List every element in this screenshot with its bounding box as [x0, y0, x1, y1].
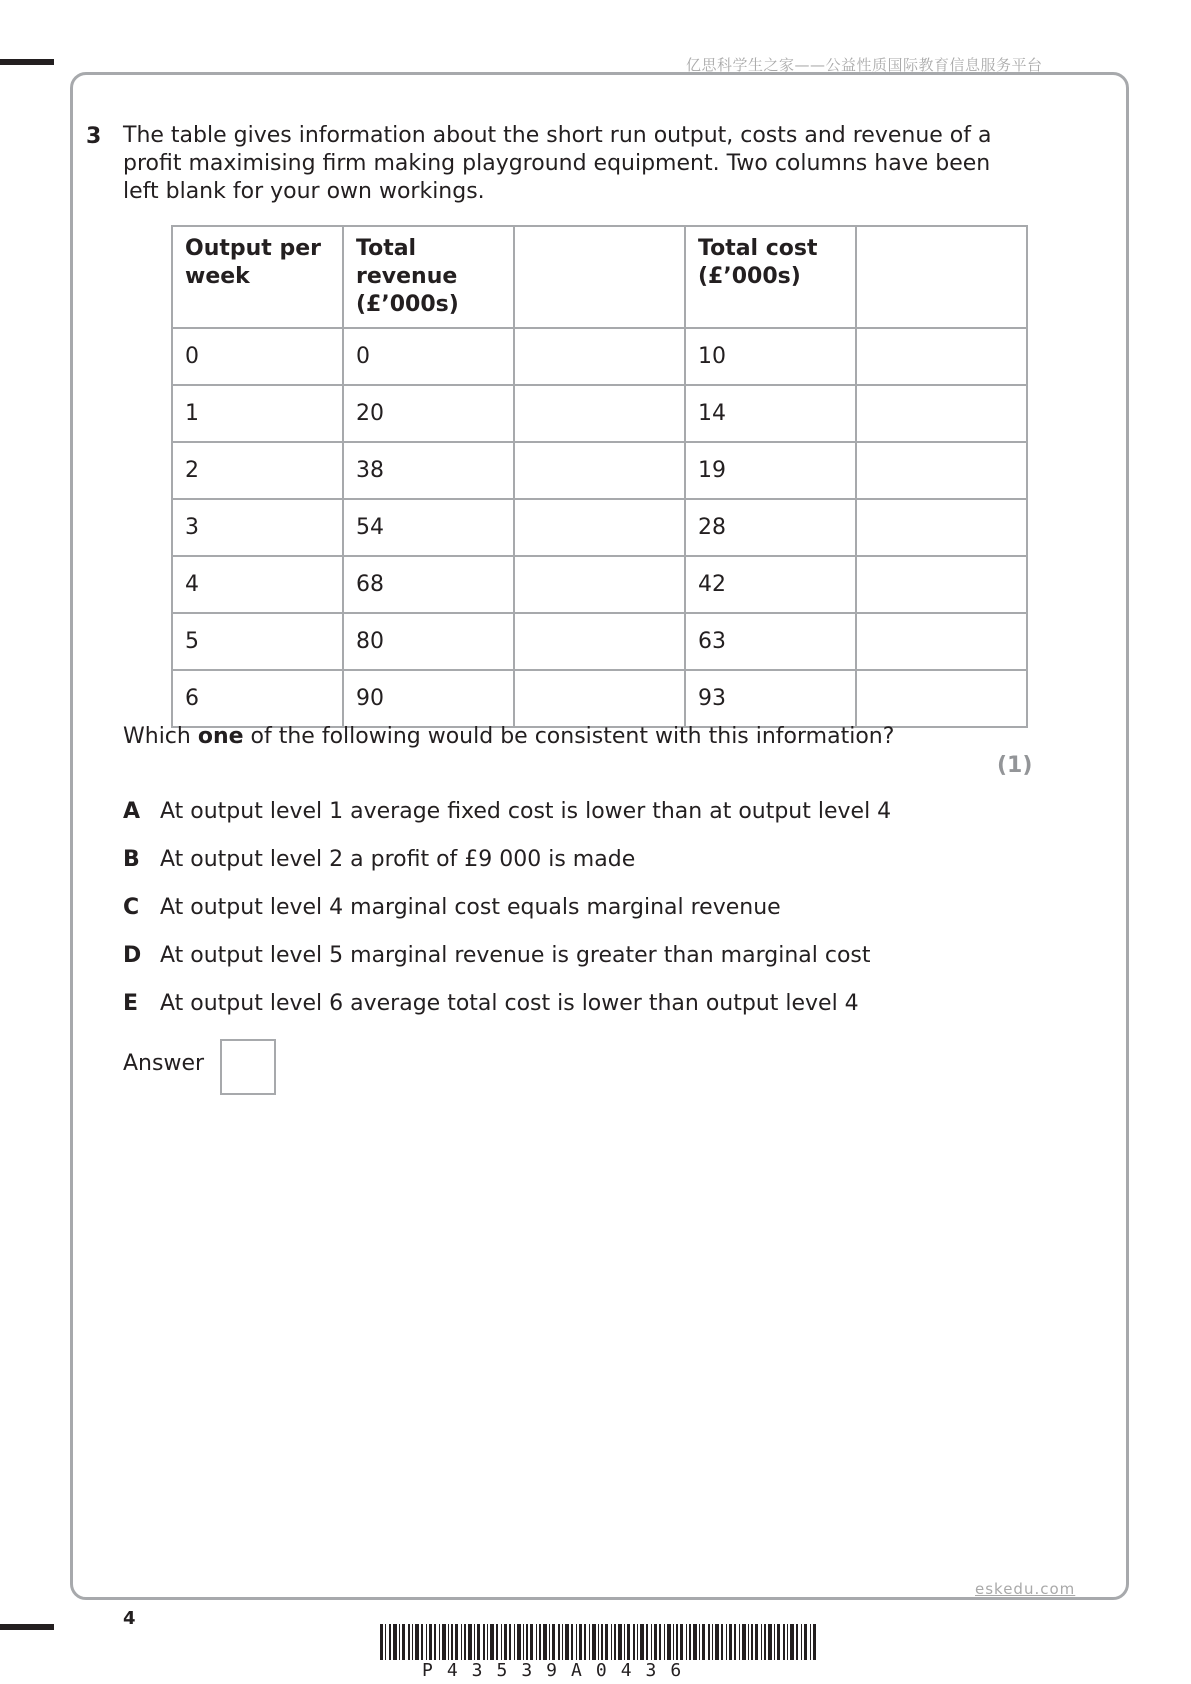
cell-total-cost: 42: [685, 556, 856, 613]
cell-total-cost: 63: [685, 613, 856, 670]
question-prompt: [123, 724, 894, 749]
cell-total-revenue: 20: [343, 385, 514, 442]
option-c: [123, 895, 781, 920]
cell-output: 4: [172, 556, 343, 613]
option-letter: B: [123, 847, 140, 872]
barcode-icon: [380, 1624, 816, 1660]
table-header-row: [172, 226, 1027, 328]
option-text: At output level 5 marginal revenue is greater than marginal cost: [160, 943, 871, 968]
cell-workings: [514, 499, 685, 556]
cell-total-revenue: 54: [343, 499, 514, 556]
cell-workings: [514, 442, 685, 499]
cell-total-cost: 93: [685, 670, 856, 727]
option-text: At output level 2 a profit of £9 000 is made: [160, 847, 636, 872]
table-row: [172, 442, 1027, 499]
marks-indicator: (1): [997, 753, 1033, 778]
question-emphasis: one: [197, 724, 244, 749]
cell-workings: [514, 556, 685, 613]
header-blank-2: [856, 226, 1027, 328]
option-b: [123, 847, 635, 872]
cost-revenue-table: [171, 225, 1028, 728]
question-text-after: of the following would be consistent with this information?: [243, 724, 895, 749]
cell-total-revenue: 0: [343, 328, 514, 385]
option-text: At output level 1 average fixed cost is lower than at output level 4: [160, 799, 892, 824]
cell-output: 1: [172, 385, 343, 442]
cell-workings: [514, 670, 685, 727]
watermark-bottom: eskedu.com: [975, 1580, 1076, 1598]
question-number: 3: [86, 124, 102, 149]
cell-workings: [856, 442, 1027, 499]
option-letter: C: [123, 895, 140, 920]
cell-output: 2: [172, 442, 343, 499]
option-letter: D: [123, 943, 142, 968]
cell-workings: [856, 328, 1027, 385]
option-d: [123, 943, 871, 968]
cell-workings: [514, 613, 685, 670]
header-output: Output per week: [172, 226, 343, 328]
cell-total-revenue: 38: [343, 442, 514, 499]
option-text: At output level 6 average total cost is lower than output level 4: [160, 991, 859, 1016]
option-letter: E: [123, 991, 139, 1016]
option-e: [123, 991, 859, 1016]
table-row: [172, 328, 1027, 385]
cell-workings: [856, 556, 1027, 613]
table-row: [172, 556, 1027, 613]
cell-workings: [514, 328, 685, 385]
option-a: [123, 799, 891, 824]
cell-total-cost: 10: [685, 328, 856, 385]
cell-workings: [856, 670, 1027, 727]
barcode-number: P43539A0436: [422, 1660, 696, 1681]
question-text-before: Which: [123, 724, 198, 749]
cell-total-cost: 19: [685, 442, 856, 499]
option-letter: A: [123, 799, 141, 824]
cell-workings: [856, 613, 1027, 670]
cell-output: 5: [172, 613, 343, 670]
cell-workings: [514, 385, 685, 442]
side-mark-top: [0, 59, 54, 65]
header-total-cost: Total cost (£’000s): [685, 226, 856, 328]
option-text: At output level 4 marginal cost equals marginal revenue: [160, 895, 781, 920]
cell-total-cost: 14: [685, 385, 856, 442]
header-total-revenue: Total revenue (£’000s): [343, 226, 514, 328]
cell-workings: [856, 385, 1027, 442]
side-mark-bottom: [0, 1624, 54, 1630]
table-row: [172, 499, 1027, 556]
cell-output: 0: [172, 328, 343, 385]
question-intro: The table gives information about the short run output, costs and revenue of a profit maximising firm making playground equipment. Two columns have been left blank for your own workings.: [123, 123, 992, 204]
cell-output: 6: [172, 670, 343, 727]
header-blank-1: [514, 226, 685, 328]
watermark-top: 亿思科学生之家——公益性质国际教育信息服务平台: [686, 56, 1043, 74]
table-row: [172, 613, 1027, 670]
cell-total-revenue: 90: [343, 670, 514, 727]
answer-label: Answer: [123, 1051, 205, 1076]
page-number: 4: [123, 1608, 136, 1629]
cell-total-cost: 28: [685, 499, 856, 556]
cell-total-revenue: 80: [343, 613, 514, 670]
cell-workings: [856, 499, 1027, 556]
table-row: [172, 385, 1027, 442]
cell-total-revenue: 68: [343, 556, 514, 613]
cell-output: 3: [172, 499, 343, 556]
answer-box[interactable]: [220, 1039, 276, 1095]
table-row: [172, 670, 1027, 727]
